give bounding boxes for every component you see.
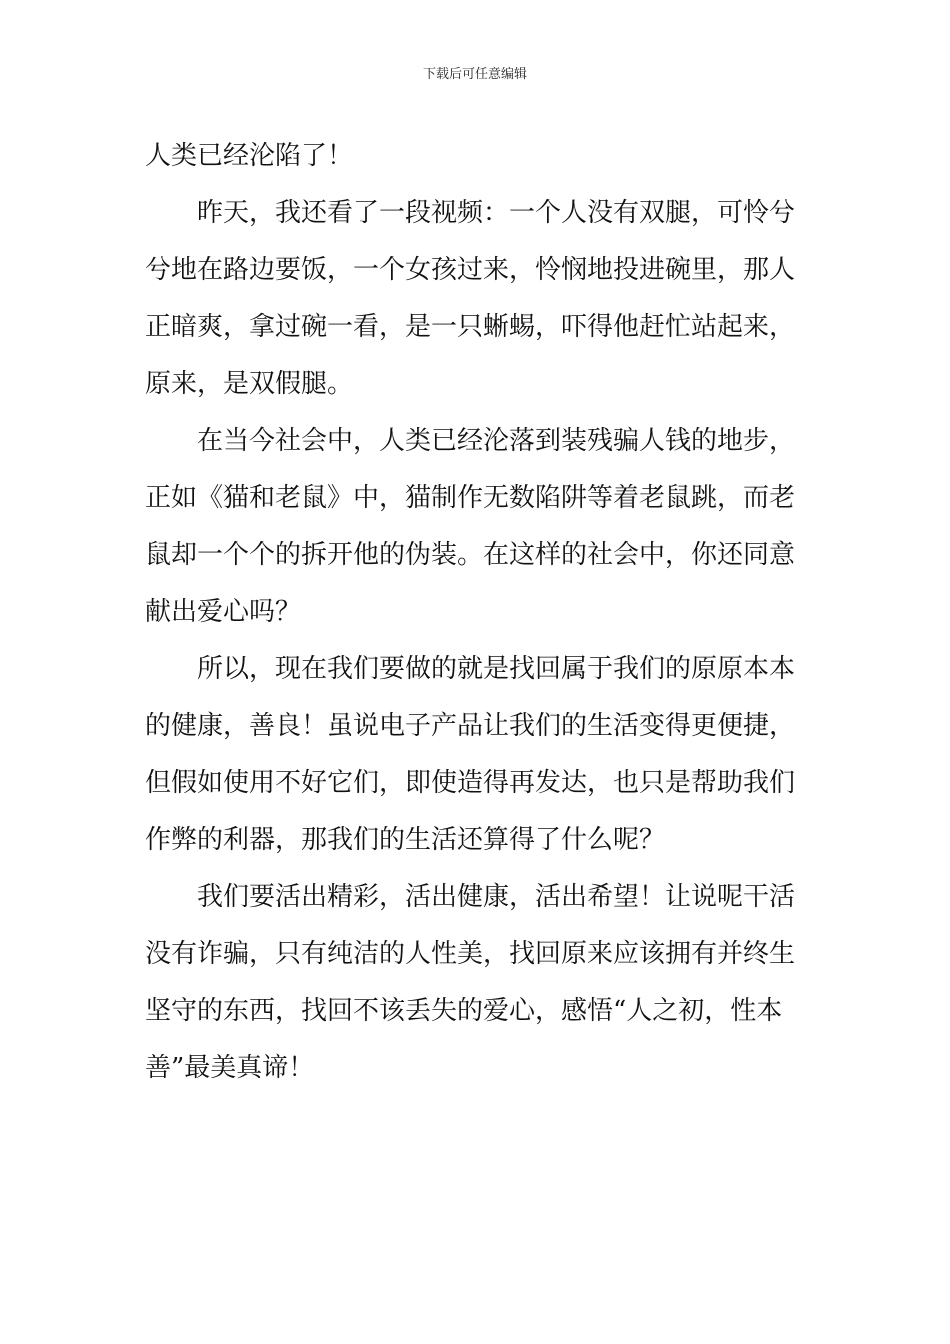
text-line: 人类已经沦陷了！ <box>145 141 354 171</box>
text-line: 作弊的利器，那我们的生活还算得了什么呢？ <box>145 825 666 855</box>
text-line: 没有诈骗，只有纯洁的人性美，找回原来应该拥有并终生 <box>145 939 796 969</box>
document-body <box>145 128 810 1097</box>
text-line: 的健康，善良！虽说电子产品让我们的生活变得更便捷， <box>145 711 796 741</box>
text-line: 坚守的东西，找回不该丢失的爱心，感悟“人之初，性本 <box>145 996 783 1026</box>
text-line: 善”最美真谛！ <box>145 1053 315 1083</box>
text-line: 献出爱心吗？ <box>145 597 302 627</box>
paragraph-first-line: 我们要活出精彩，活出健康，活出希望！让说呢干活 <box>197 882 796 912</box>
text-line: 正如《猫和老鼠》中，猫制作无数陷阱等着老鼠跳，而老 <box>145 483 796 513</box>
page-header: 下载后可任意编辑 <box>422 67 527 82</box>
text-line: 原来，是双假腿。 <box>145 369 354 399</box>
text-line: 鼠却一个个的拆开他的伪装。在这样的社会中，你还同意 <box>145 540 796 570</box>
text-line: 但假如使用不好它们，即使造得再发达，也只是帮助我们 <box>145 768 796 798</box>
text-line: 正暗爽，拿过碗一看，是一只蜥蜴，吓得他赶忙站起来， <box>145 312 796 342</box>
paragraph-first-line: 在当今社会中，人类已经沦落到装残骗人钱的地步， <box>197 426 796 456</box>
paragraph-first-line: 昨天，我还看了一段视频：一个人没有双腿，可怜兮 <box>197 198 796 228</box>
paragraph-first-line: 所以，现在我们要做的就是找回属于我们的原原本本 <box>197 654 796 684</box>
text-line: 兮地在路边要饭，一个女孩过来，怜悯地投进碗里，那人 <box>145 255 796 285</box>
